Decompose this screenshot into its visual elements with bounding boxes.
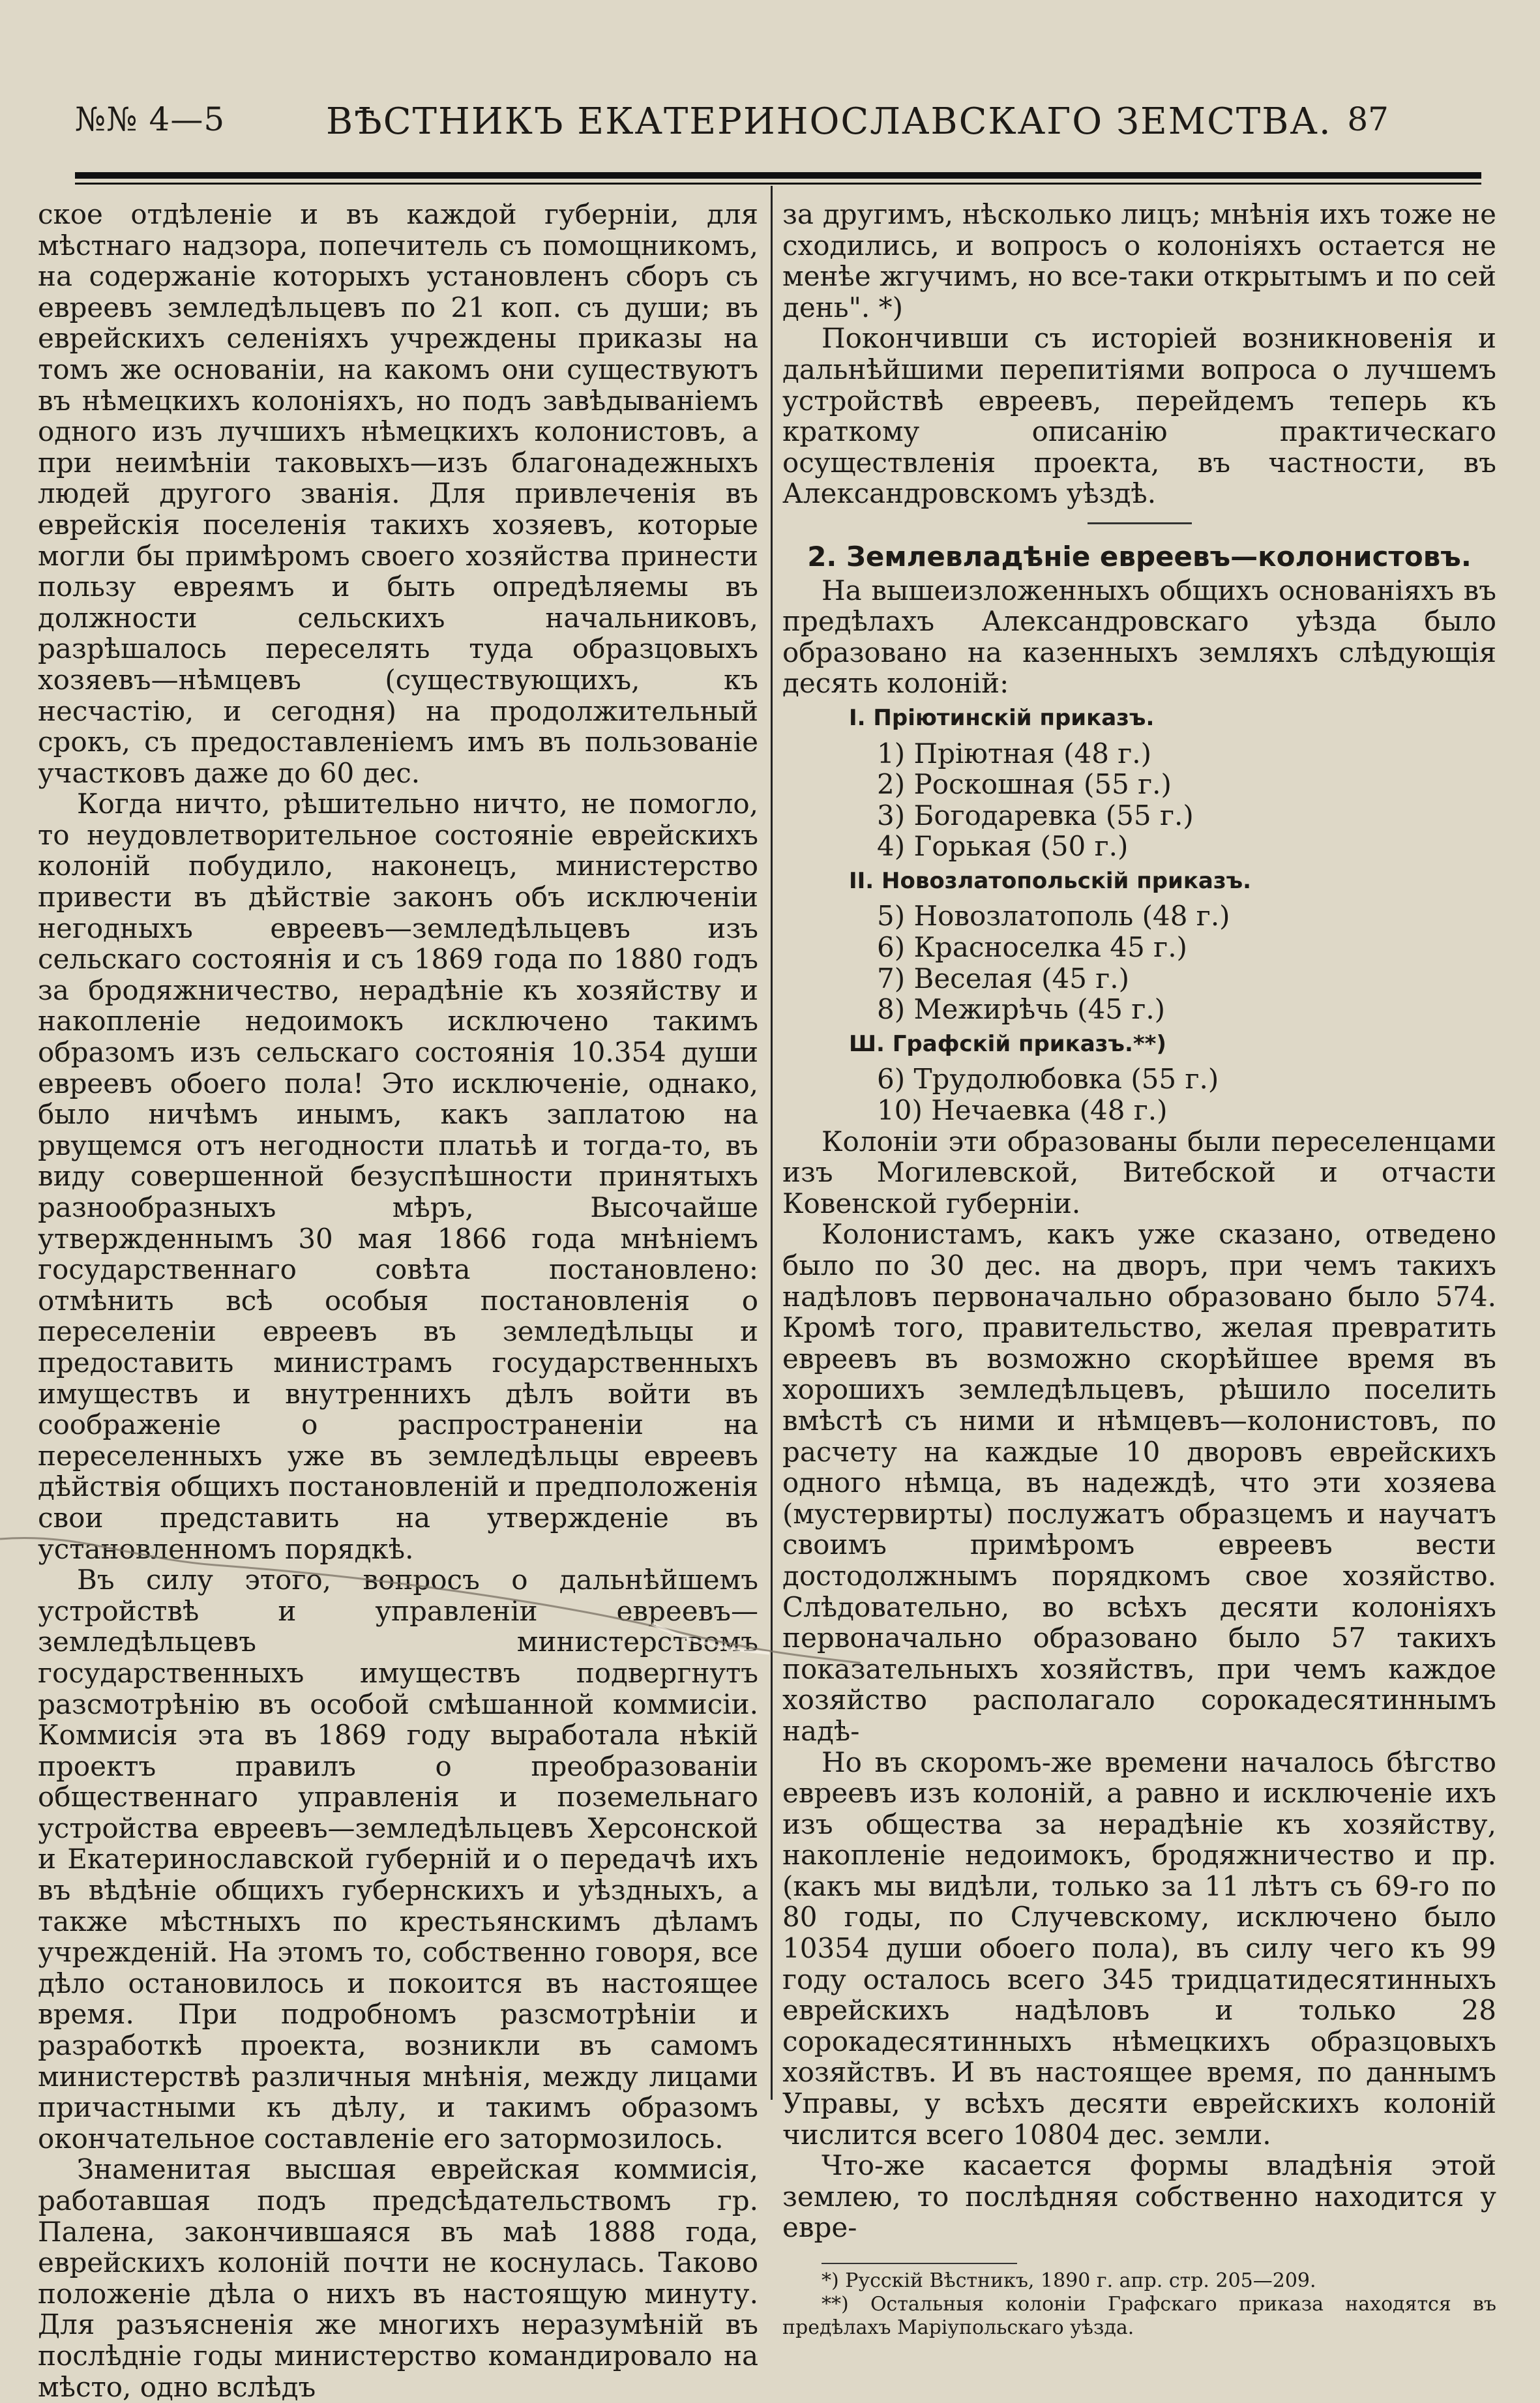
colony-list-item: 6) Красноселка 45 г.) xyxy=(877,931,1187,964)
header-rule-thin xyxy=(75,183,1481,185)
paragraph: Колонистамъ, какъ уже сказано, отведено было по 30 дес. на дворъ, при чемъ такихъ надѣловъ первоначально образовано было 574. Кромѣ того, правительство, желая превратить евреевъ въ возможно скорѣйшее время въ хорошихъ земледѣльцевъ, рѣшило поселить вмѣстѣ съ ними и нѣмцевъ—колонистовъ, по расчету на каждые 10 дворовъ еврейскихъ одного нѣмца, въ надеждѣ, что эти хозяева (мустервирты) послужатъ образцемъ и научатъ своимъ примѣромъ евреевъ вести достодолжнымъ порядкомъ свое хозяйство. Слѣдовательно, во всѣхъ десяти колоніяхъ первоначально образовано было 57 такихъ показательныхъ хозяйствъ, при чемъ каждое хозяйство располагало сорокадесятиннымъ надѣ- xyxy=(782,1218,1496,1747)
header-rule-thick xyxy=(75,172,1481,179)
colony-list-item: 7) Веселая (45 г.) xyxy=(877,962,1130,994)
right-column xyxy=(782,199,1496,2340)
colony-list-item: 8) Межирѣчь (45 г.) xyxy=(877,993,1166,1026)
colony-list-item: 6) Трудолюбовка (55 г.) xyxy=(877,1063,1219,1096)
left-column xyxy=(38,199,758,2402)
paragraph: На вышеизложенныхъ общихъ основаніяхъ въ предѣлахъ Александровскаго уѣзда было образовано на казенныхъ земляхъ слѣдующія десять колоній: xyxy=(782,574,1496,700)
paragraph: Но въ скоромъ-же времени началось бѣгство евреевъ изъ колоній, а равно и исключеніе ихъ изъ общества за нерадѣніе къ хозяйству, накопленіе недоимокъ, бродяжничество и пр. (какъ мы видѣли, только за 11 лѣтъ съ 69-го по 80 годы, по Случевскому, исключено было 10354 души обоего пола), въ силу чего къ 99 году осталось всего 345 тридцатидесятинныхъ еврейскихъ надѣловъ и только 28 сорокадесятинныхъ нѣмецкихъ образцовыхъ хозяйствъ. И въ настоящее время, по даннымъ Управы, у всѣхъ десяти еврейскихъ колоній числится всего 10804 дес. земли. xyxy=(782,1746,1496,2151)
paragraph: Знаменитая высшая еврейская коммисія, работавшая подъ предсѣдательствомъ гр. Палена, закончившаяся въ маѣ 1888 года, еврейскихъ колоній почти не коснулась. Таково положеніе дѣла о нихъ въ настоящую минуту. Для разъясненія же многихъ неразумѣній въ послѣдніе годы министерство командировало на мѣсто, одно вслѣдъ xyxy=(38,2153,758,2403)
colony-group-heading: I. Пріютинскій приказъ. xyxy=(849,704,1155,731)
paragraph: ское отдѣленіе и въ каждой губерніи, для мѣстнаго надзора, попечитель съ помощникомъ, на содержаніе которыхъ установленъ сборъ съ евреевъ земледѣльцевъ по 21 коп. съ души; въ еврейскихъ селеніяхъ учреждены приказы на томъ же основаніи, на какомъ они существуютъ въ нѣмецкихъ колоніяхъ, но подъ завѣдываніемъ одного изъ лучшихъ нѣмецкихъ колонистовъ, а при неимѣніи таковыхъ—изъ благонадежныхъ людей другого званія. Для привлеченія въ еврейскія поселенія такихъ хозяевъ, которые могли бы примѣромъ своего хозяйства принести пользу евреямъ и быть опредѣляемы въ должности сельскихъ начальниковъ, разрѣшалось переселять туда образцовыхъ хозяевъ—нѣмцевъ (существующихъ, къ несчастію, и сегодня) на продолжительный срокъ, съ предоставленіемъ имъ въ пользованіе участковъ даже до 60 дес. xyxy=(38,198,758,789)
colony-group-heading: II. Новозлатопольскій приказъ. xyxy=(849,867,1252,894)
colony-list-item: 5) Новозлатополь (48 г.) xyxy=(877,900,1230,933)
section-heading: 2. Землевладѣніе евреевъ—колонистовъ. xyxy=(807,540,1472,573)
paragraph: Что-же касается формы владѣнія этой землею, то послѣдняя собственно находится у евре- xyxy=(782,2149,1496,2244)
page-number: 87 xyxy=(1347,100,1389,138)
paragraph: Покончивши съ исторіей возникновенія и дальнѣйшими перепитіями вопроса о лучшемъ устройствѣ евреевъ, перейдемъ теперь къ краткому описанію практическаго осуществленія проекта, въ частности, въ Александровскомъ уѣздѣ. xyxy=(782,322,1496,510)
colony-list-item: 10) Нечаевка (48 г.) xyxy=(877,1094,1168,1127)
section-separator xyxy=(1088,522,1192,524)
paragraph: за другимъ, нѣсколько лицъ; мнѣнія ихъ тоже не сходились, и вопросъ о колоніяхъ остается не менѣе жгучимъ, но все-таки открытымъ и по сей день". *) xyxy=(782,198,1496,323)
page-header xyxy=(39,97,1501,168)
colony-list-item: 2) Роскошная (55 г.) xyxy=(877,768,1172,801)
colony-list-item: 4) Горькая (50 г.) xyxy=(877,830,1129,863)
colony-list-item: 1) Пріютная (48 г.) xyxy=(877,737,1152,769)
column-divider xyxy=(771,186,773,2100)
paper-tear-mark xyxy=(0,1519,861,1689)
colony-group-heading: Ш. Графскій приказъ.**) xyxy=(849,1030,1166,1057)
issue-number: №№ 4—5 xyxy=(75,100,226,138)
colony-list-item: 3) Богодаревка (55 г.) xyxy=(877,799,1194,831)
footnote-rule xyxy=(822,2263,1017,2264)
paragraph: Въ силу этого, вопросъ о дальнѣйшемъ устройствѣ и управленіи евреевъ—земледѣльцевъ министерствомъ государственныхъ имуществъ подвергнутъ разсмотрѣнію въ особой смѣшанной коммисіи. Коммисія эта въ 1869 году выработала нѣкій проектъ правилъ о преобразованіи общественнаго управленія и поземельнаго устройства евреевъ—земледѣльцевъ Херсонской и Екатеринославской губерній и о передачѣ ихъ въ вѣдѣніе общихъ губернскихъ и уѣздныхъ, а также мѣстныхъ по крестьянскимъ дѣламъ учрежденій. На этомъ то, собственно говоря, все дѣло остановилось и покоится въ настоящее время. При подробномъ разсмотрѣніи и разработкѣ проекта, возникли въ самомъ министерствѣ различныя мнѣнія, между лицами причастными къ дѣлу, и такимъ образомъ окончательное составленіе его затормозилось. xyxy=(38,1564,758,2155)
paragraph: Когда ничто, рѣшительно ничто, не помогло, то неудовлетворительное состояніе еврейскихъ колоній побудило, наконецъ, министерство привести въ дѣйствіе законъ объ исключеніи негодныхъ евреевъ—земледѣльцевъ изъ сельскаго состоянія и съ 1869 года по 1880 годъ за бродяжничество, нерадѣніе къ хозяйству и накопленіе недоимокъ исключено такимъ образомъ изъ сельскаго состоянія 10.354 души евреевъ обоего пола! Это исключеніе, однако, было ничѣмъ инымъ, какъ заплатою на рвущемся отъ негодности платьѣ и тогда-то, въ виду совершенной безуспѣшности принятыхъ разнообразныхъ мѣръ, Высочайше утвержденнымъ 30 мая 1866 года мнѣніемъ государственнаго совѣта постановлено: отмѣнить всѣ особыя постановленія о переселеніи евреевъ въ земледѣльцы и предоставить министрамъ государственныхъ имуществъ и внутреннихъ дѣлъ войти въ соображеніе о распространеніи на переселенныхъ уже въ земледѣльцы евреевъ дѣйствія общихъ постановленій и предположенія свои представить на утвержденіе въ установленномъ порядкѣ. xyxy=(38,788,758,1565)
footnote: *) Русскій Вѣстникъ, 1890 г. апр. стр. 205—209. xyxy=(822,2269,1316,2292)
paragraph: Колоніи эти образованы были переселенцами изъ Могилевской, Витебской и отчасти Ковенской губерніи. xyxy=(782,1125,1496,1219)
footnote: **) Остальныя колоніи Графскаго приказа находятся въ предѣлахъ Маріупольскаго уѣзда. xyxy=(782,2293,1496,2339)
journal-title: ВѢСТНИКЪ ЕКАТЕРИНОСЛАВСКАГО ЗЕМСТВА. xyxy=(326,100,1332,143)
